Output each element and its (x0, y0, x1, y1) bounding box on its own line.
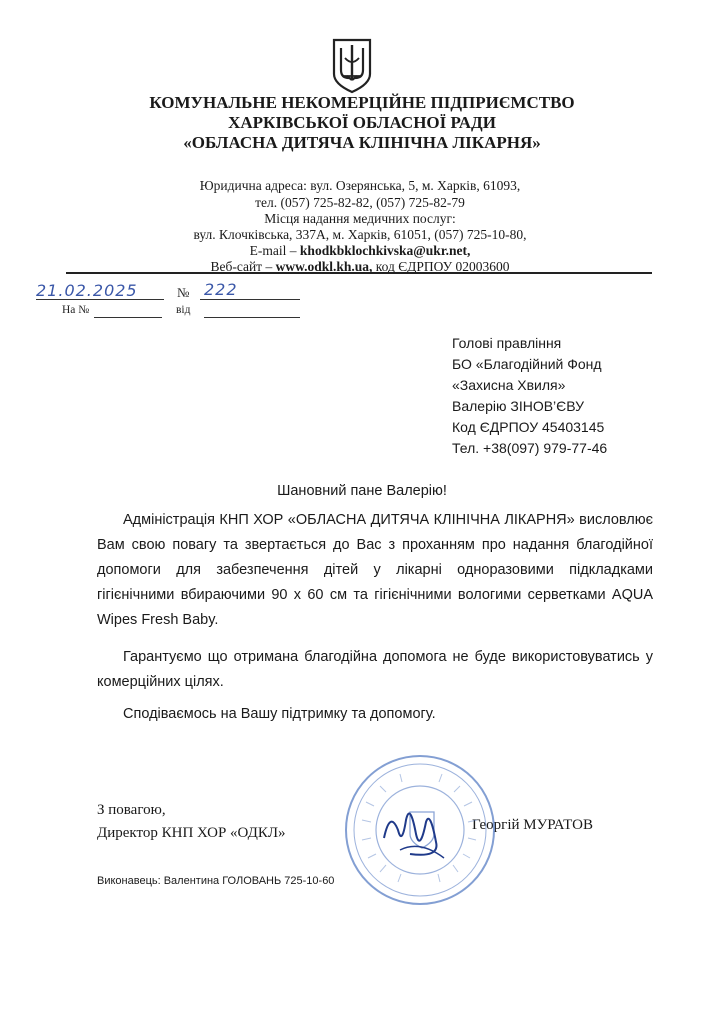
reply-number-underline (94, 317, 162, 318)
outgoing-number: 222 (204, 280, 238, 299)
official-stamp-icon (340, 750, 500, 910)
addressee-line: БО «Благодійний Фонд (452, 356, 602, 372)
addressee-block (452, 333, 607, 459)
org-name-line2: ХАРКІВСЬКОЇ ОБЛАСНОЇ РАДИ (228, 113, 496, 132)
greeting: Шановний пане Валерію! (277, 483, 447, 499)
signature-block (97, 799, 286, 845)
number-label: № (177, 285, 190, 300)
edrpou-code: код ЄДРПОУ 02003600 (372, 259, 510, 274)
legal-address: Юридична адреса: вул. Озерянська, 5, м. Харків, 61093, (199, 178, 521, 193)
addressee-line: Код ЄДРПОУ 45403145 (452, 419, 605, 435)
closing-phrase: З повагою, (97, 802, 166, 818)
coat-of-arms-icon (330, 36, 374, 94)
number-underline (200, 299, 300, 300)
header-divider (66, 272, 652, 274)
phone-numbers: тел. (057) 725-82-82, (057) 725-82-79 (255, 195, 465, 210)
paragraph-guarantee: Гарантуємо що отримана благодійна допомога не буде використовуватись у комерційних цілях. (97, 649, 653, 690)
email-address: khodkbklochkivska@ukr.net, (299, 243, 471, 258)
email-line (150, 242, 570, 259)
reply-date-label: від (176, 304, 191, 316)
reply-date-underline (204, 317, 300, 318)
paragraph-request: Адміністрація КНП ХОР «ОБЛАСНА ДИТЯЧА КЛІНІЧНА ЛІКАРНЯ» висловлює Вам свою повагу та звертається до Вас з проханням про надання благодійної допомоги для забезпечення дітей у лікарні одноразовими підкладками гігієнічними вбираючими 90 х 60 см та гігієнічними вологими серветками AQUA Wipes Fresh Baby. (97, 512, 653, 628)
org-name-line3: «ОБЛАСНА ДИТЯЧА КЛІНІЧНА ЛІКАРНЯ» (183, 133, 541, 152)
service-places-label: Місця надання медичних послуг: (264, 211, 456, 226)
service-address: вул. Клочківська, 337А, м. Харків, 61051, (057) 725-10-80, (193, 227, 527, 242)
outgoing-date: 21.02.2025 (36, 281, 138, 300)
website-label: Веб-сайт – (210, 259, 276, 274)
signer-name: Георгій МУРАТОВ (472, 817, 593, 833)
email-label: E-mail – (249, 243, 300, 258)
signer-position: Директор КНП ХОР «ОДКЛ» (97, 825, 286, 841)
addressee-line: Тел. +38(097) 979-77-46 (452, 440, 608, 456)
addressee-line: Голові правління (452, 335, 562, 351)
executor-note: Виконавець: Валентина ГОЛОВАНЬ 725-10-60 (97, 875, 335, 887)
addressee-line: «Захисна Хвиля» (452, 377, 566, 393)
paragraph-hope: Сподіваємось на Вашу підтримку та допомогу. (123, 706, 436, 722)
reply-number-label: На № (62, 304, 90, 316)
addressee-line: Валерію ЗІНОВ’ЄВУ (452, 398, 584, 414)
org-name-line1: КОМУНАЛЬНЕ НЕКОМЕРЦІЙНЕ ПІДПРИЄМСТВО (149, 93, 575, 112)
website-address: www.odkl.kh.ua, (275, 259, 373, 274)
date-underline (36, 299, 164, 300)
